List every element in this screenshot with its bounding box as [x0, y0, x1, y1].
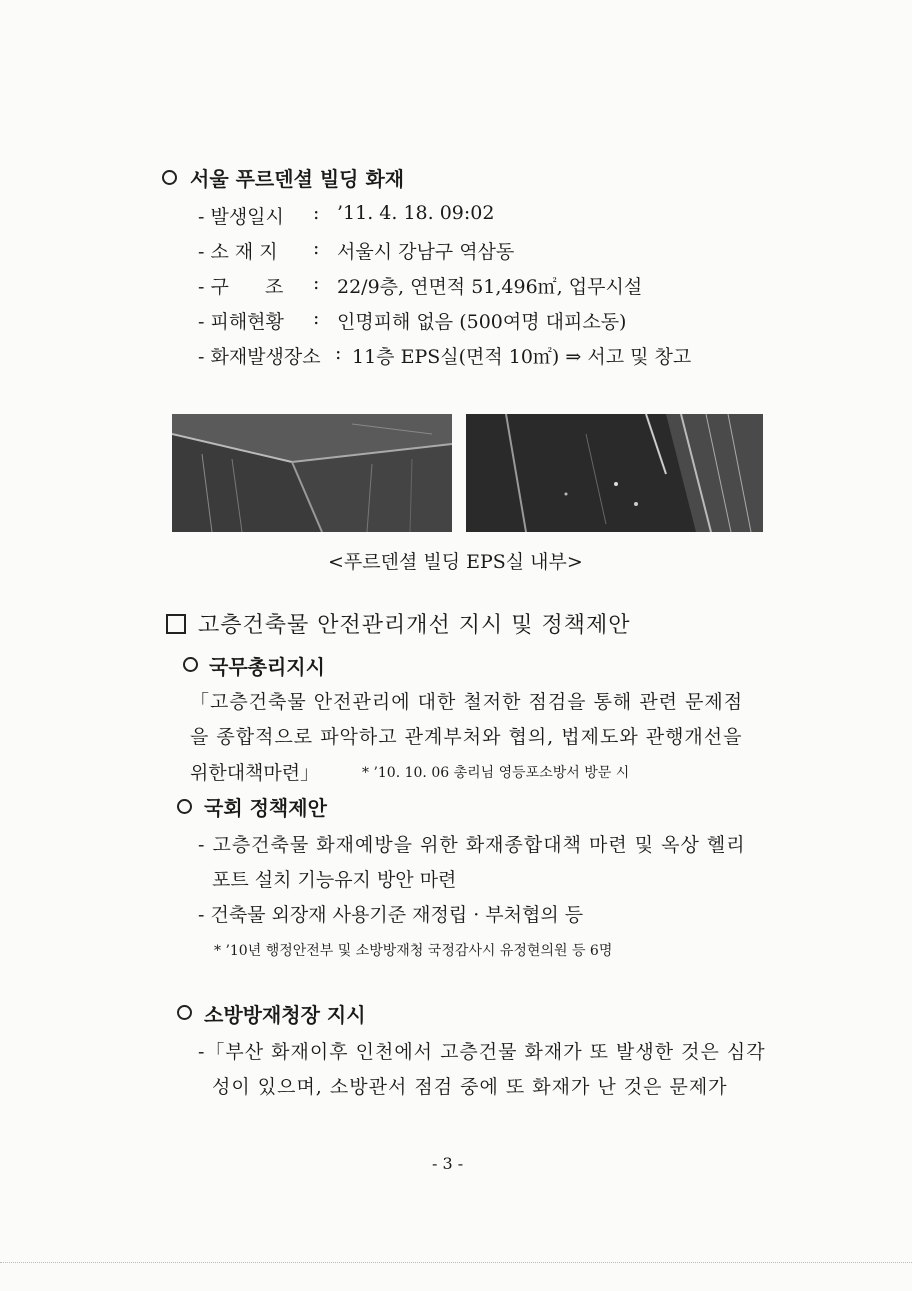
- pm-quote-line: 「고층건축물 안전관리에 대한 철저한 점검을 통해 관련 문제점: [190, 691, 744, 713]
- incident-row-sep: :: [313, 272, 320, 294]
- assembly-item-line: - 건축물 외장재 사용기준 재정립 · 부처협의 등: [198, 904, 584, 926]
- incident-row-label: - 소 재 지: [198, 241, 278, 263]
- assembly-item-line: 포트 설치 기능유지 방안 마련: [212, 869, 457, 891]
- incident-row-value: 서울시 강남구 역삼동: [337, 241, 515, 263]
- fire-chief-line: -「부산 화재이후 인천에서 고층건물 화재가 또 발생한 것은 심각: [198, 1041, 766, 1063]
- incident-row-label: - 발생일시: [198, 206, 284, 228]
- incident-row-sep: :: [313, 307, 320, 329]
- circle-bullet-icon: [183, 657, 198, 672]
- circle-bullet-icon: [177, 799, 192, 814]
- incident-row-label: - 피해현황: [198, 311, 284, 333]
- scan-edge-line: [0, 1262, 912, 1264]
- incident-row-sep: :: [335, 342, 342, 364]
- fire-chief-heading: 소방방재청장 지시: [204, 1003, 366, 1027]
- incident-row-value: 11층 EPS실(면적 10㎡) ⇒ 서고 및 창고: [352, 346, 692, 368]
- pm-quote-line: 을 종합적으로 파악하고 관계부처와 협의, 법제도와 관행개선을: [190, 726, 743, 748]
- eps-room-photo-right: [466, 414, 763, 532]
- photo-caption: <푸르덴셜 빌딩 EPS실 내부>: [328, 551, 583, 573]
- incident-row-label: - 구 조: [198, 276, 284, 298]
- circle-bullet-icon: [162, 170, 177, 185]
- eps-room-photo-left: [172, 414, 452, 532]
- incident-row-sep: :: [313, 202, 320, 224]
- incident-row-label: - 화재발생장소: [198, 346, 321, 368]
- page-number: - 3 -: [432, 1154, 464, 1173]
- pm-quote-line: 위한대책마련」: [190, 762, 320, 784]
- assembly-heading: 국회 정책제안: [204, 796, 327, 820]
- pm-directive-heading: 국무총리지시: [209, 655, 325, 679]
- incident-row-value: ’11. 4. 18. 09:02: [337, 202, 495, 224]
- assembly-item-line: - 고층건축물 화재예방을 위한 화재종합대책 마련 및 옥상 헬리: [198, 834, 746, 856]
- incident-row-sep: :: [313, 237, 320, 259]
- incident-heading: 서울 푸르덴셜 빌딩 화재: [190, 167, 405, 191]
- circle-bullet-icon: [177, 1005, 192, 1020]
- square-bullet-icon: [166, 614, 186, 634]
- incident-row-value: 인명피해 없음 (500여명 대피소동): [337, 311, 627, 333]
- incident-row-value: 22/9층, 연면적 51,496㎡, 업무시설: [337, 276, 643, 298]
- assembly-note: * ’10년 행정안전부 및 소방방재청 국정감사시 유정현의원 등 6명: [214, 943, 613, 959]
- section-title: 고층건축물 안전관리개선 지시 및 정책제안: [198, 613, 631, 638]
- pm-note: * ’10. 10. 06 총리님 영등포소방서 방문 시: [362, 765, 630, 781]
- fire-chief-line: 성이 있으며, 소방관서 점검 중에 또 화재가 난 것은 문제가: [212, 1076, 728, 1098]
